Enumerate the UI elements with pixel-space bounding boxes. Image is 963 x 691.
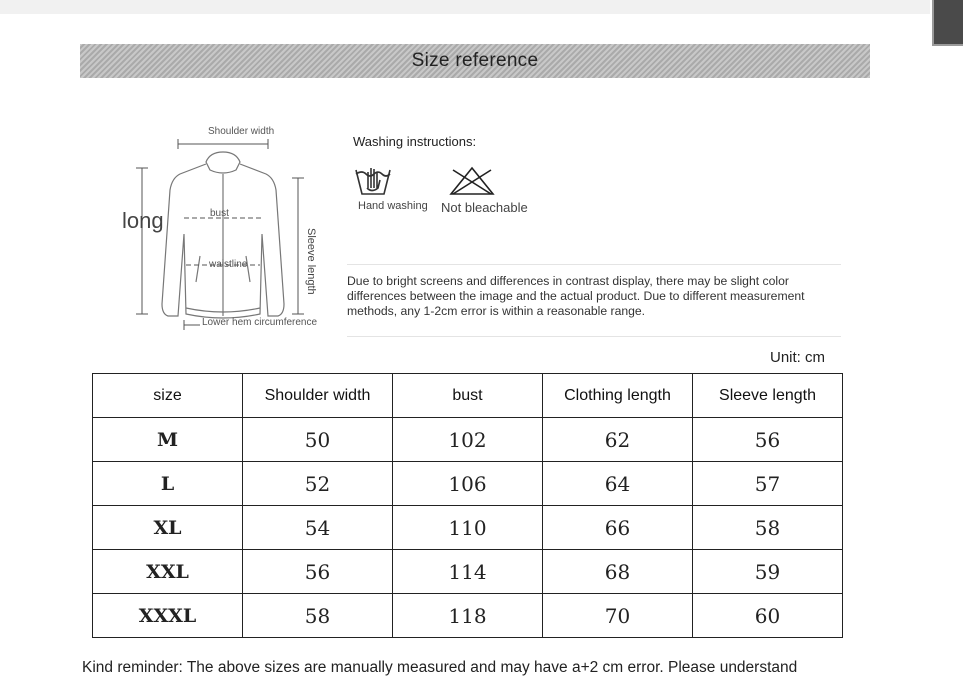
shoulder-cell: 54: [243, 506, 393, 550]
hem-circumference-label: Lower hem circumference: [202, 317, 318, 328]
sleeve-length-label: Sleeve length: [305, 228, 317, 295]
length-cell: 62: [543, 418, 693, 462]
sleeve-cell: 56: [693, 418, 843, 462]
page-title: Size reference: [411, 50, 539, 71]
hand-wash-icon: [354, 164, 394, 203]
top-strip: [0, 0, 930, 14]
unit-label: Unit: cm: [770, 349, 826, 366]
length-cell: 64: [543, 462, 693, 506]
length-cell: 68: [543, 550, 693, 594]
hand-washing-label: Hand washing: [358, 200, 428, 212]
washing-instructions-title: Washing instructions:: [353, 134, 477, 149]
table-row: [93, 462, 843, 506]
shoulder-cell: 58: [243, 594, 393, 638]
kind-reminder: Kind reminder: The above sizes are manually measured and may have a+2 cm error. Please understand: [82, 659, 798, 676]
size-cell: L: [93, 462, 243, 506]
corner-thumbnail[interactable]: [932, 0, 963, 46]
divider: [347, 264, 841, 265]
sleeve-cell: 58: [693, 506, 843, 550]
size-reference-banner: [80, 44, 870, 78]
divider: [347, 336, 841, 337]
table-row: [93, 418, 843, 462]
header-clothing-length: Clothing length: [543, 374, 693, 418]
header-bust: bust: [393, 374, 543, 418]
shoulder-cell: 56: [243, 550, 393, 594]
length-cell: 70: [543, 594, 693, 638]
bust-cell: 110: [393, 506, 543, 550]
size-cell: XL: [93, 506, 243, 550]
length-cell: 66: [543, 506, 693, 550]
sleeve-cell: 57: [693, 462, 843, 506]
jacket-measurement-diagram: [118, 124, 340, 344]
size-cell: XXL: [93, 550, 243, 594]
size-chart-table: [92, 373, 843, 638]
table-row: [93, 506, 843, 550]
shoulder-width-label: Shoulder width: [208, 126, 275, 137]
waistline-label: waistline: [209, 259, 248, 270]
sleeve-cell: 60: [693, 594, 843, 638]
bust-cell: 102: [393, 418, 543, 462]
header-sleeve-length: Sleeve length: [693, 374, 843, 418]
bust-label: bust: [210, 208, 229, 219]
size-cell: XXXL: [93, 594, 243, 638]
table-row: [93, 550, 843, 594]
table-row: [93, 594, 843, 638]
header-shoulder-width: Shoulder width: [243, 374, 393, 418]
header-size: size: [93, 374, 243, 418]
bust-cell: 114: [393, 550, 543, 594]
sleeve-cell: 59: [693, 550, 843, 594]
no-bleach-icon: [449, 166, 495, 201]
size-cell: M: [93, 418, 243, 462]
not-bleachable-label: Not bleachable: [441, 200, 528, 215]
table-header-row: [93, 374, 843, 418]
bust-cell: 106: [393, 462, 543, 506]
long-label: long: [122, 208, 164, 233]
shoulder-cell: 50: [243, 418, 393, 462]
shoulder-cell: 52: [243, 462, 393, 506]
bust-cell: 118: [393, 594, 543, 638]
color-disclaimer: Due to bright screens and differences in contrast display, there may be slight color differences between the image and the actual product. Due to different measurement methods, any 1-2cm error is within a reasonable range.: [347, 274, 805, 318]
